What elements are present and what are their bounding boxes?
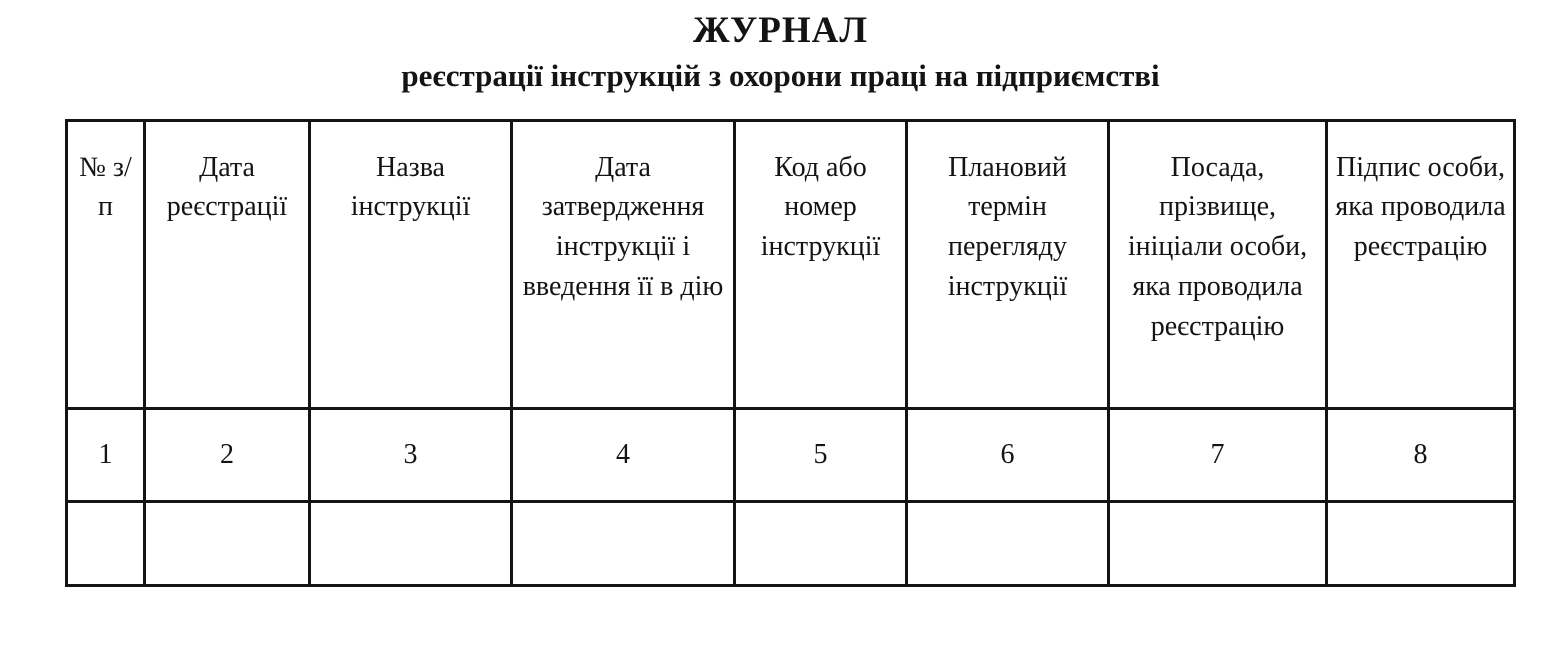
registration-table (65, 119, 1516, 587)
entry-cell (1109, 501, 1327, 585)
col-header-review-term: Плановий термін перегляду інструкції (907, 120, 1109, 408)
column-number-cell: 3 (310, 408, 512, 501)
column-number-cell: 4 (512, 408, 735, 501)
col-header-registration-date: Дата реєстрації (145, 120, 310, 408)
col-header-approval-date: Дата затвердження інструкції і введення її в дію (512, 120, 735, 408)
entry-cell (310, 501, 512, 585)
column-number-cell: 1 (67, 408, 145, 501)
column-number-cell: 5 (735, 408, 907, 501)
column-number-cell: 7 (1109, 408, 1327, 501)
col-header-registrar-signature: Підпис особи, яка проводила реєстрацію (1327, 120, 1515, 408)
column-number-cell: 6 (907, 408, 1109, 501)
col-header-registrar-position: Посада, прізвище, ініціали особи, яка проводила реєстрацію (1109, 120, 1327, 408)
column-number-cell: 8 (1327, 408, 1515, 501)
col-header-instruction-name: Назва інструкції (310, 120, 512, 408)
page-subtitle: реєстрації інструкцій з охорони праці на підприємстві (401, 57, 1160, 93)
entry-cell (735, 501, 907, 585)
col-header-instruction-code: Код або номер інструкції (735, 120, 907, 408)
table-header-row (67, 120, 1515, 408)
entry-cell (145, 501, 310, 585)
column-numbers-row (67, 408, 1515, 501)
entry-cell (512, 501, 735, 585)
empty-entry-row (67, 501, 1515, 585)
entry-cell (907, 501, 1109, 585)
col-header-number: № з/п (67, 120, 145, 408)
entry-cell (1327, 501, 1515, 585)
entry-cell (67, 501, 145, 585)
page-title: ЖУРНАЛ (693, 10, 868, 51)
column-number-cell: 2 (145, 408, 310, 501)
